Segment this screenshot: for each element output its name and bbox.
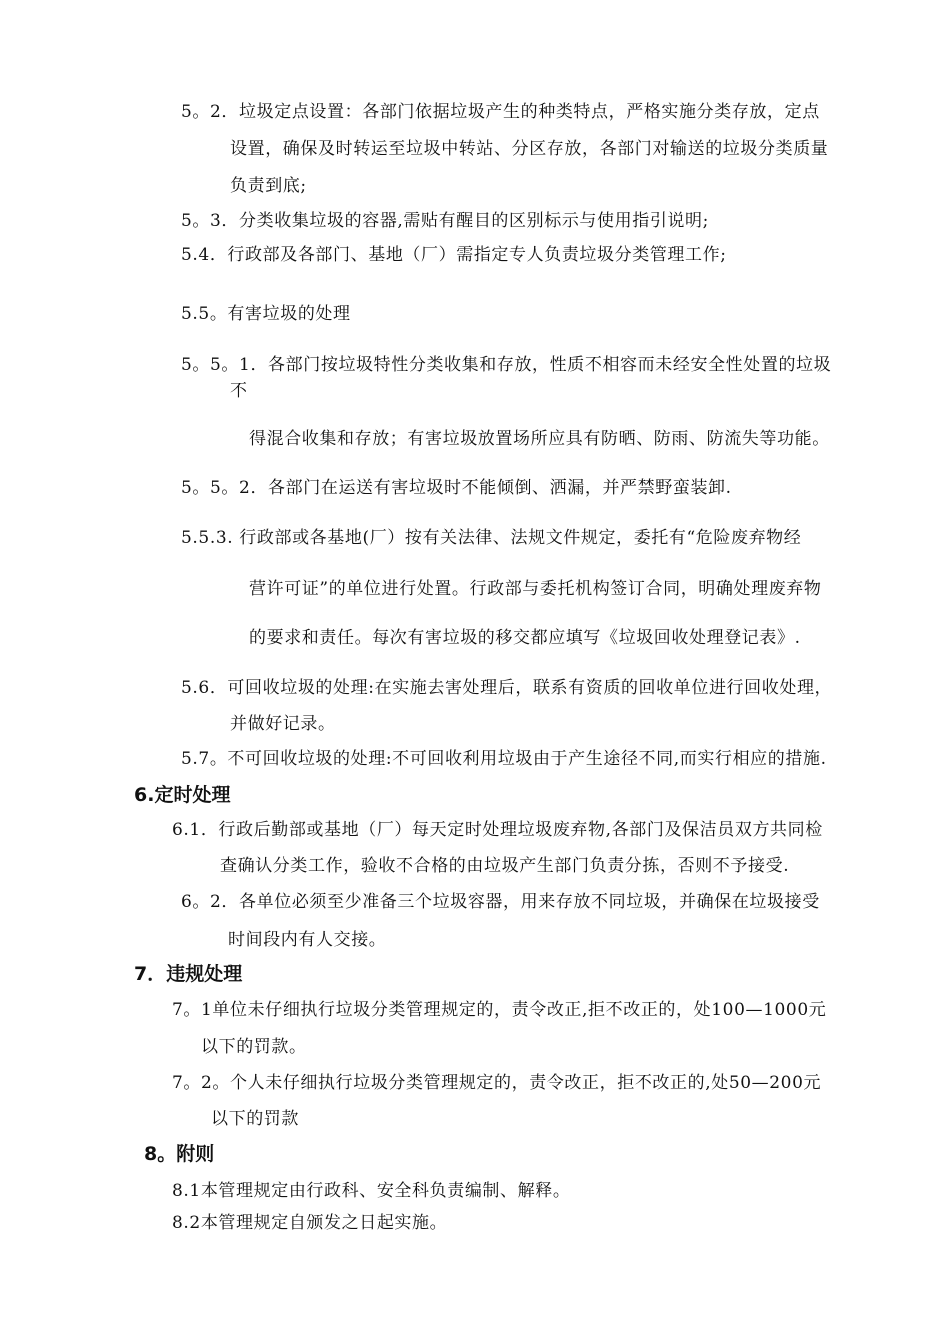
clause-7-2-line-2: 以下的罚款 (211, 1109, 299, 1129)
clause-5-5-3-line-2: 营许可证”的单位进行处置。行政部与委托机构签订合同，明确处理废弃物 (249, 579, 822, 599)
clause-5-6-line-2: 并做好记录。 (230, 714, 336, 734)
clause-5-5-1-line-1: 5。5。1．各部门按垃圾特性分类收集和存放，性质不相容而未经安全性处置的垃圾 (181, 355, 832, 375)
clause-5-2-line-3: 负责到底; (230, 176, 307, 196)
clause-5-4: 5.4．行政部及各部门、基地（厂）需指定专人负责垃圾分类管理工作; (181, 245, 727, 265)
clause-5-7: 5.7。不可回收垃圾的处理:不可回收利用垃圾由于产生途径不同,而实行相应的措施. (181, 749, 827, 769)
clause-6-2-line-1: 6。2．各单位必须至少准备三个垃圾容器，用来存放不同垃圾，并确保在垃圾接受 (181, 892, 820, 912)
clause-5-2-line-1: 5。2．垃圾定点设置：各部门依据垃圾产生的种类特点，严格实施分类存放，定点 (181, 102, 820, 122)
clause-8-1: 8.1本管理规定由行政科、安全科负责编制、解释。 (172, 1181, 571, 1201)
heading-7: 7．违规处理 (134, 963, 243, 985)
clause-5-5-3-line-1: 5.5.3. 行政部或各基地(厂）按有关法律、法规文件规定，委托有“危险废弃物经 (181, 528, 802, 548)
clause-5-5-2: 5。5。2．各部门在运送有害垃圾时不能倾倒、洒漏，并严禁野蛮装卸. (181, 478, 732, 498)
clause-6-1-line-1: 6.1．行政后勤部或基地（厂）每天定时处理垃圾废弃物,各部门及保洁员双方共同检 (172, 820, 823, 840)
clause-5-5: 5.5。有害垃圾的处理 (181, 304, 351, 324)
clause-5-5-1-line-3: 得混合收集和存放；有害垃圾放置场所应具有防晒、防雨、防流失等功能。 (249, 429, 830, 449)
clause-5-5-3-line-3: 的要求和责任。每次有害垃圾的移交都应填写《垃圾回收处理登记表》. (249, 628, 801, 648)
clause-5-5-1-line-2: 不 (230, 381, 248, 401)
clause-6-1-line-2: 查确认分类工作，验收不合格的由垃圾产生部门负责分拣，否则不予接受. (220, 856, 790, 876)
heading-8: 8。附则 (144, 1143, 215, 1165)
clause-7-2-line-1: 7。2。个人未仔细执行垃圾分类管理规定的，责令改正，拒不改正的,处50—200元 (172, 1073, 822, 1093)
heading-6: 6.定时处理 (134, 784, 231, 806)
clause-7-1-line-1: 7。1单位未仔细执行垃圾分类管理规定的，责令改正,拒不改正的，处100—1000元 (172, 1000, 827, 1020)
clause-5-6-line-1: 5.6．可回收垃圾的处理:在实施去害处理后，联系有资质的回收单位进行回收处理， (181, 678, 833, 698)
clause-5-2-line-2: 设置，确保及时转运至垃圾中转站、分区存放，各部门对输送的垃圾分类质量 (230, 139, 829, 159)
clause-6-2-line-2: 时间段内有人交接。 (228, 930, 387, 950)
clause-8-2: 8.2本管理规定自颁发之日起实施。 (172, 1213, 448, 1233)
clause-5-3: 5。3．分类收集垃圾的容器,需贴有醒目的区别标示与使用指引说明; (181, 211, 709, 231)
clause-7-1-line-2: 以下的罚款。 (201, 1037, 307, 1057)
